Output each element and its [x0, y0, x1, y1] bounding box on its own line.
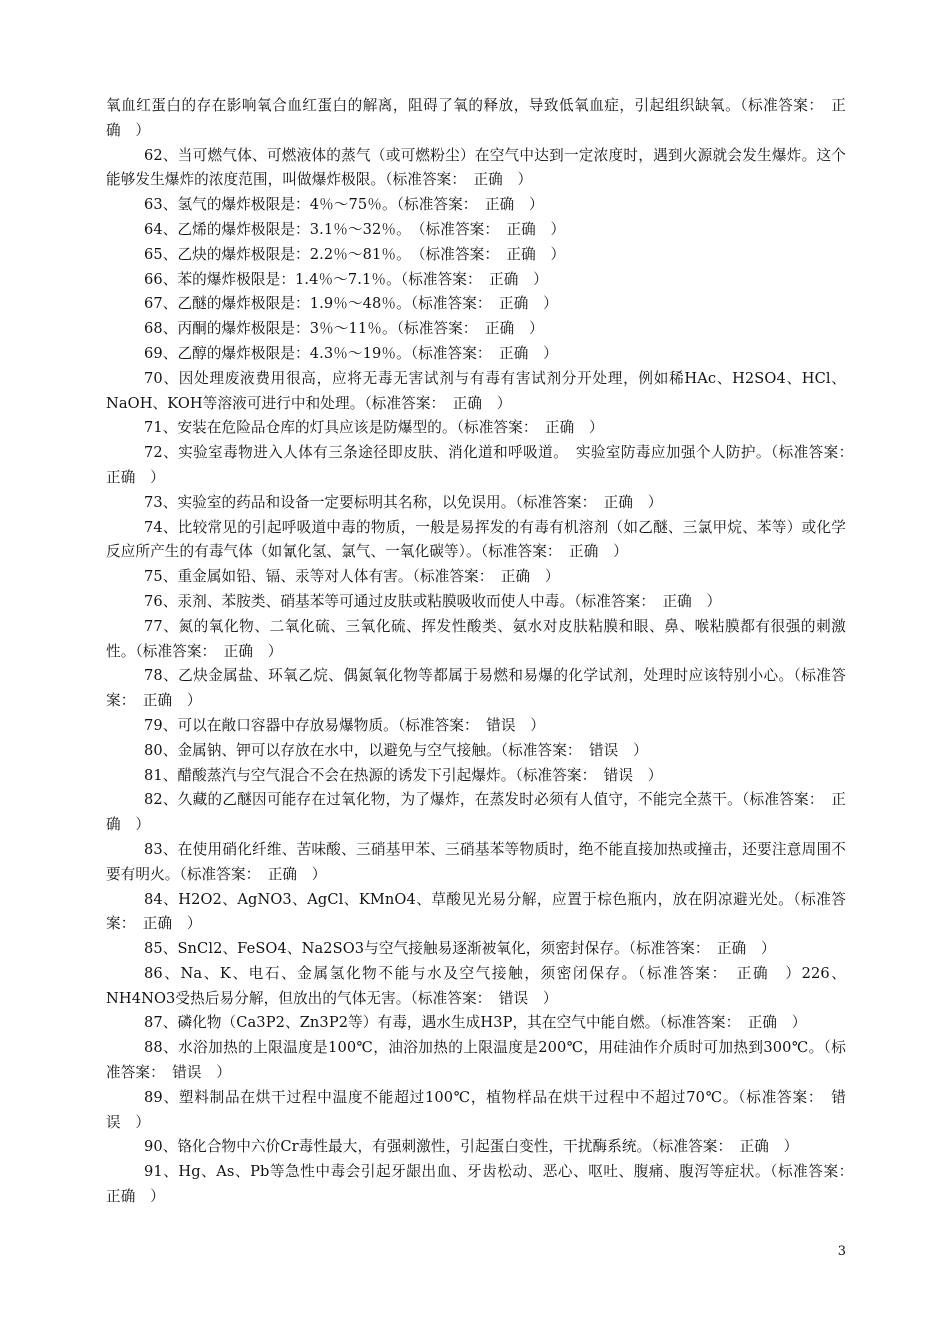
question-76: 76、汞剂、苯胺类、硝基苯等可通过皮肤或粘膜吸收而使人中毒。（标准答案： 正确 ） — [144, 592, 722, 610]
document-body — [106, 94, 861, 1210]
question-70: 70、因处理废液费用很高，应将无毒无害试剂与有毒有害试剂分开处理，例如稀HAc、H2SO4、HCl、NaOH、KOH等溶液可进行中和处理。（标准答案： 正确 ） — [106, 369, 846, 412]
question-83: 83、在使用硝化纤维、苦味酸、三硝基甲苯、三硝基苯等物质时，绝不能直接加热或撞击，还要注意周围不要有明火。（标准答案： 正确 ） — [106, 840, 846, 883]
question-74: 74、比较常见的引起呼吸道中毒的物质，一般是易挥发的有毒有机溶剂（如乙醚、三氯甲烷、苯等）或化学反应所产生的有毒气体（如氰化氢、氯气、一氧化碳等）。（标准答案： 正确 ） — [106, 518, 846, 561]
question-85: 85、SnCl2、FeSO4、Na2SO3与空气接触易逐渐被氧化，须密封保存。（标准答案： 正确 ） — [144, 940, 776, 958]
question-73: 73、实验室的药品和设备一定要标明其名称，以免误用。（标准答案： 正确 ） — [144, 493, 663, 511]
question-71: 71、安装在危险品仓库的灯具应该是防爆型的。（标准答案： 正确 ） — [144, 419, 604, 437]
question-89: 89、塑料制品在烘干过程中温度不能超过100℃，植物样品在烘干过程中不超过70℃。（标准答案： 错误 ） — [106, 1088, 846, 1131]
question-91: 91、Hg、As、Pb等急性中毒会引起牙龈出血、牙齿松动、恶心、呕吐、腹痛、腹泻等症状。（标准答案： 正确 ） — [106, 1163, 861, 1206]
question-67: 67、乙醚的爆炸极限是：1.9％～48％。（标准答案： 正确 ） — [144, 295, 558, 313]
question-79: 79、可以在敞口容器中存放易爆物质。（标准答案： 错误 ） — [144, 716, 545, 734]
question-81: 81、醋酸蒸汽与空气混合不会在热源的诱发下引起爆炸。（标准答案： 错误 ） — [144, 766, 663, 784]
paragraph-continued: 氧血红蛋白的存在影响氧合血红蛋白的解离，阻碍了氧的释放，导致低氧血症，引起组织缺氧。（标准答案： 正确 ） — [106, 97, 846, 139]
question-90: 90、铬化合物中六价Cr毒性最大，有强刺激性，引起蛋白变性，干扰酶系统。（标准答案： 正确 ） — [144, 1138, 799, 1156]
page-number: 3 — [837, 1244, 846, 1259]
question-84: 84、H2O2、AgNO3、AgCl、KMnO4、草酸见光易分解，应置于棕色瓶内，放在阴凉避光处。（标准答案： 正确 ） — [106, 890, 846, 933]
question-80: 80、金属钠、钾可以存放在水中，以避免与空气接触。（标准答案： 错误 ） — [144, 741, 648, 759]
question-66: 66、苯的爆炸极限是：1.4％～7.1％。（标准答案： 正确 ） — [144, 270, 548, 288]
question-69: 69、乙醇的爆炸极限是：4.3％～19％。（标准答案： 正确 ） — [144, 344, 558, 362]
question-75: 75、重金属如铅、镉、汞等对人体有害。（标准答案： 正确 ） — [144, 568, 560, 586]
question-68: 68、丙酮的爆炸极限是：3％～11％。（标准答案： 正确 ） — [144, 320, 544, 338]
question-64: 64、乙烯的爆炸极限是：3.1％～32％。 （标准答案： 正确 ） — [144, 220, 566, 238]
question-88: 88、水浴加热的上限温度是100℃，油浴加热的上限温度是200℃，用硅油作介质时可加热到300℃。（标准答案： 错误 ） — [106, 1039, 846, 1082]
question-77: 77、氮的氧化物、二氧化硫、三氧化硫、挥发性酸类、氨水对皮肤粘膜和眼、鼻、喉粘膜都有很强的刺激性。（标准答案： 正确 ） — [106, 617, 846, 660]
question-78: 78、乙炔金属盐、环氧乙烷、偶氮氧化物等都属于易燃和易爆的化学试剂，处理时应该特别小心。（标准答案： 正确 ） — [106, 667, 846, 710]
question-82: 82、久藏的乙醚因可能存在过氧化物，为了爆炸，在蒸发时必须有人值守，不能完全蒸干。（标准答案： 正确 ） — [106, 791, 846, 834]
question-72: 72、实验室毒物进入人体有三条途径即皮肤、消化道和呼吸道。 实验室防毒应加强个人防护。（标准答案： 正确 ） — [106, 444, 861, 486]
question-87: 87、磷化物（Ca3P2、Zn3P2等）有毒，遇水生成H3P，其在空气中能自燃。（标准答案： 正确 ） — [144, 1014, 807, 1032]
question-62: 62、当可燃气体、可燃液体的蒸气（或可燃粉尘）在空气中达到一定浓度时，遇到火源就会发生爆炸。这个能够发生爆炸的浓度范围，叫做爆炸极限。（标准答案： 正确 ） — [106, 146, 846, 189]
question-63: 63、氢气的爆炸极限是：4％～75％。（标准答案： 正确 ） — [144, 196, 544, 214]
question-86: 86、Na、K、电石、金属氢化物不能与水及空气接触，须密闭保存。（标准答案： 正确 ）226、NH4NO3受热后易分解，但放出的气体无害。（标准答案： 错误 ） — [106, 964, 846, 1007]
question-65: 65、乙炔的爆炸极限是：2.2％～81％。 （标准答案： 正确 ） — [144, 245, 566, 263]
